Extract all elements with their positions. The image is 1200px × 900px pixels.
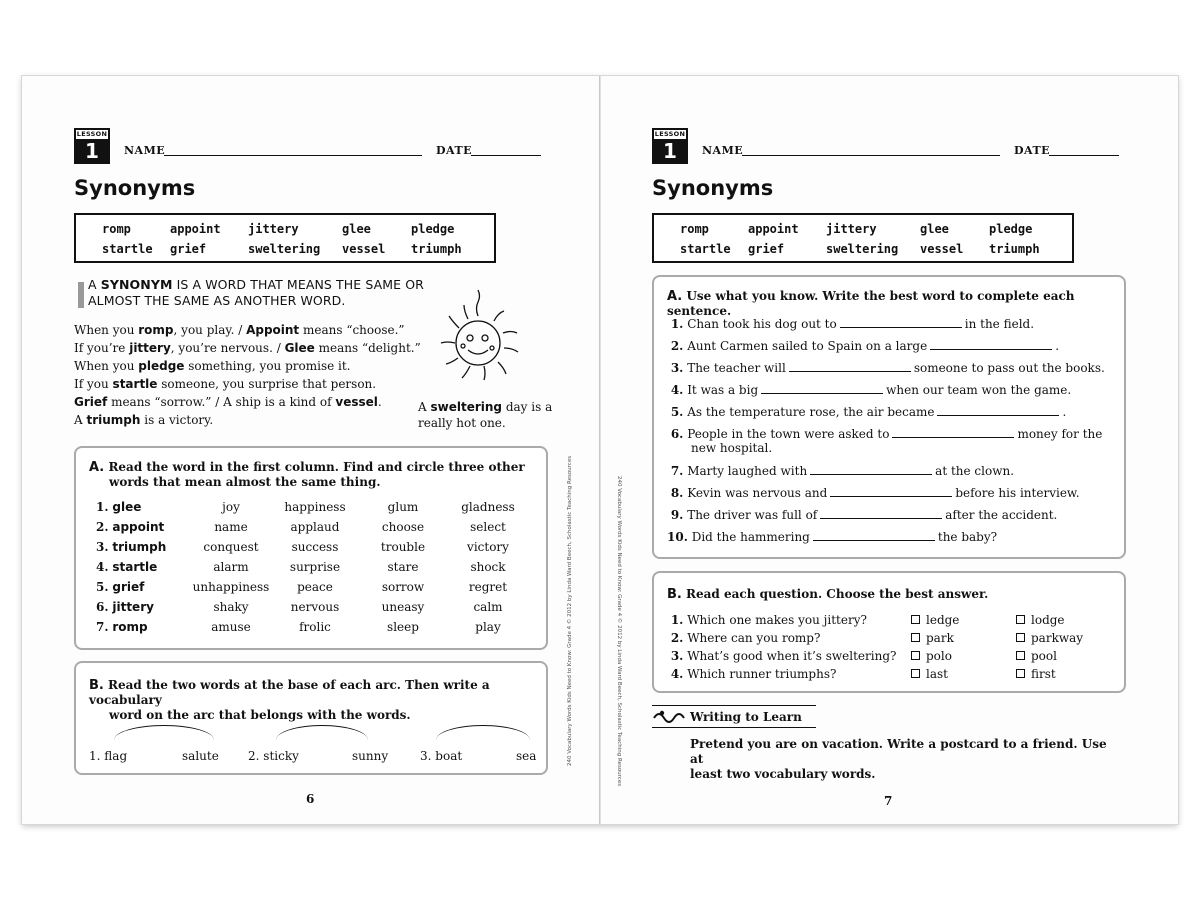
pencil-writing-icon [652,708,686,724]
arc-answer-line[interactable] [114,725,214,740]
answer-choice[interactable]: lodge [1016,613,1065,627]
word-box-item: romp [680,222,709,236]
option-word[interactable]: sleep [387,620,419,634]
arc-answer-line[interactable] [436,725,530,740]
page-title: Synonyms [74,176,196,200]
option-word[interactable]: nervous [290,600,340,614]
option-word[interactable]: uneasy [381,600,425,614]
lesson-badge [652,128,688,164]
sentence-item: 3. The teacher will someone to pass out the books. [670,361,1105,375]
arc-right-word: sunny [352,749,389,763]
checkbox[interactable] [911,651,920,660]
answer-blank[interactable] [810,464,932,475]
option-word[interactable]: calm [473,600,503,614]
clue-line: If you’re jittery, you’re nervous. / Glee means “delight.” [74,341,421,355]
name-field[interactable] [164,155,422,156]
word-box-item: grief [748,242,785,256]
checkbox[interactable] [1016,669,1025,678]
clue-line: Grief means “sorrow.” / A ship is a kind of vessel. [74,395,382,409]
arc-left-word: 3. boat [420,749,463,763]
answer-choice[interactable]: pool [1016,649,1057,663]
page-title: Synonyms [652,176,774,200]
option-word[interactable]: glum [387,500,419,514]
option-word[interactable]: frolic [299,620,331,634]
word-box-item: triumph [989,242,1040,256]
checkbox[interactable] [911,615,920,624]
option-word[interactable]: alarm [213,560,249,574]
option-word[interactable]: applaud [290,520,340,534]
sentence-item: 8. Kevin was nervous and before his interview. [670,486,1080,500]
arc-right-word: salute [182,749,219,763]
answer-choice[interactable]: last [911,667,948,681]
word-box-item: pledge [411,222,455,236]
checkbox[interactable] [1016,615,1025,624]
section-a-circle-synonyms [74,446,548,650]
word-box-item: triumph [411,242,462,256]
word-box-item: jittery [248,222,299,236]
row-target-word: 6. jittery [96,600,154,614]
word-box-item: sweltering [248,242,321,256]
clue-line: When you pledge something, you promise it. [74,359,351,373]
option-word[interactable]: sorrow [381,580,425,594]
lesson-badge [74,128,110,164]
writing-prompt: Pretend you are on vacation. Write a postcard to a friend. Use at least two vocabulary words. [690,737,1107,781]
option-word[interactable]: select [470,520,506,534]
lesson-label: LESSON [76,130,108,138]
option-word[interactable]: shaky [213,600,249,614]
word-box-item: grief [170,242,207,256]
word-box-item: startle [680,242,731,256]
answer-choice[interactable]: ledge [911,613,959,627]
synonym-definition [88,277,428,309]
word-box-item: glee [342,222,371,236]
option-word[interactable]: play [475,620,501,634]
sentence-item: 6. People in the town were asked to money for the new hospital. [670,427,1103,455]
option-word[interactable]: shock [470,560,506,574]
section-b-instruction: B. Read each question. Choose the best answer. [667,587,989,602]
word-box-item: vessel [342,242,386,256]
arc-left-word: 2. sticky [248,749,299,763]
answer-blank[interactable] [892,427,1014,438]
sentence-item: 2. Aunt Carmen sailed to Spain on a large . [670,339,1060,353]
section-b-best-answer [652,571,1126,693]
word-box [652,213,1074,263]
answer-blank[interactable] [830,486,952,497]
definition-text: ALMOST THE SAME AS ANOTHER WORD. [88,293,346,308]
date-field[interactable] [1049,155,1119,156]
lesson-number: 1 [76,140,108,162]
writing-heading-rule [652,727,816,728]
answer-blank[interactable] [820,508,942,519]
section-a-complete-sentences [652,275,1126,559]
question-text: 1. Which one makes you jittery? [670,613,867,627]
row-target-word: 1. glee [96,500,142,514]
lesson-number: 1 [654,140,686,162]
option-word[interactable]: success [291,540,339,554]
definition-text: A [88,277,101,292]
checkbox[interactable] [911,669,920,678]
row-target-word: 7. romp [96,620,148,634]
question-text: 3. What’s good when it’s sweltering? [670,649,897,663]
answer-choice[interactable]: polo [911,649,952,663]
arc-right-word: sea [516,749,537,763]
section-b-arcs [74,661,548,775]
clue-line: When you romp, you play. / Appoint means “choose.” [74,323,405,337]
sun-caption: A sweltering day is a really hot one. [418,400,553,430]
answer-blank[interactable] [813,530,935,541]
word-box-item: pledge [989,222,1033,236]
sentence-item: 7. Marty laughed with at the clown. [670,464,1015,478]
word-box-item: appoint [170,222,221,236]
option-word[interactable]: surprise [289,560,341,574]
option-word[interactable]: gladness [461,500,515,514]
checkbox[interactable] [1016,633,1025,642]
date-field[interactable] [471,155,541,156]
sentence-item: 9. The driver was full of after the accident. [670,508,1058,522]
option-word[interactable]: conquest [203,540,259,554]
question-text: 4. Which runner triumphs? [670,667,837,681]
sentence-item: 10. Did the hammering the baby? [667,530,998,544]
answer-blank[interactable] [789,361,911,372]
clue-line: If you startle someone, you surprise that person. [74,377,377,391]
writing-heading-rule [652,705,816,706]
definition-text: IS A WORD THAT MEANS THE SAME OR [172,277,424,292]
option-word[interactable]: peace [297,580,333,594]
answer-blank[interactable] [937,405,1059,416]
option-word[interactable]: choose [381,520,425,534]
date-label: DATE [436,144,473,157]
arc-left-word: 1. flag [89,749,128,763]
answer-choice[interactable]: first [1016,667,1056,681]
checkbox[interactable] [1016,651,1025,660]
word-clues [74,321,424,429]
word-box-item: romp [102,222,131,236]
option-word[interactable]: amuse [211,620,251,634]
option-word[interactable]: trouble [380,540,426,554]
section-a-instruction: A. Use what you know. Write the best word to complete each sentence. [667,289,1075,318]
name-label: NAME [702,144,744,157]
question-text: 2. Where can you romp? [670,631,821,645]
page-number: 7 [884,794,893,808]
word-box-item: glee [920,222,949,236]
left-page [22,76,600,824]
option-word[interactable]: joy [222,500,240,514]
lesson-label: LESSON [654,130,686,138]
arc-answer-line[interactable] [276,725,368,740]
writing-heading: Writing to Learn [690,710,802,724]
name-field[interactable] [742,155,1000,156]
page-number: 6 [306,792,315,806]
word-box-item: vessel [920,242,964,256]
word-box-item: appoint [748,222,799,236]
name-label: NAME [124,144,166,157]
date-label: DATE [1014,144,1051,157]
answer-choice[interactable]: park [911,631,954,645]
sun-icon [428,288,528,398]
answer-blank[interactable] [930,339,1052,350]
row-target-word: 2. appoint [96,520,165,534]
option-word[interactable]: victory [467,540,509,554]
sentence-item: 1. Chan took his dog out to in the field. [670,317,1035,331]
answer-blank[interactable] [840,317,962,328]
answer-choice[interactable]: parkway [1016,631,1083,645]
right-page [600,76,1178,824]
option-word[interactable]: name [214,520,248,534]
answer-blank[interactable] [761,383,883,394]
word-box-item: startle [102,242,153,256]
spine-credit: 240 Vocabulary Words Kids Need to Know: Grade 4 © 2012 by Linda Ward Beech, Scholastic Teaching Resources [616,476,622,787]
checkbox[interactable] [911,633,920,642]
option-word[interactable]: stare [387,560,419,574]
option-word[interactable]: unhappiness [192,580,270,594]
section-b-instruction: B. Read the two words at the base of each arc. Then write a vocabulary word on the arc that belongs with the words. [89,678,490,722]
word-box-item: jittery [826,222,877,236]
spine-credit: 240 Vocabulary Words Kids Need to Know: Grade 4 © 2012 by Linda Ward Beech, Scholastic Teaching Resources [567,455,573,766]
row-target-word: 3. triumph [96,540,167,554]
definition-bar [78,282,84,308]
definition-term: SYNONYM [100,277,173,292]
option-word[interactable]: happiness [284,500,346,514]
section-a-instruction: A. Read the word in the first column. Find and circle three other words that mean almost the same thing. [89,460,525,489]
row-target-word: 5. grief [96,580,145,594]
option-word[interactable]: regret [468,580,508,594]
word-box-item: sweltering [826,242,899,256]
word-box [74,213,496,263]
sentence-item: 4. It was a big when our team won the game. [670,383,1072,397]
sentence-item: 5. As the temperature rose, the air became . [670,405,1067,419]
row-target-word: 4. startle [96,560,158,574]
clue-line: A triumph is a victory. [74,413,214,427]
